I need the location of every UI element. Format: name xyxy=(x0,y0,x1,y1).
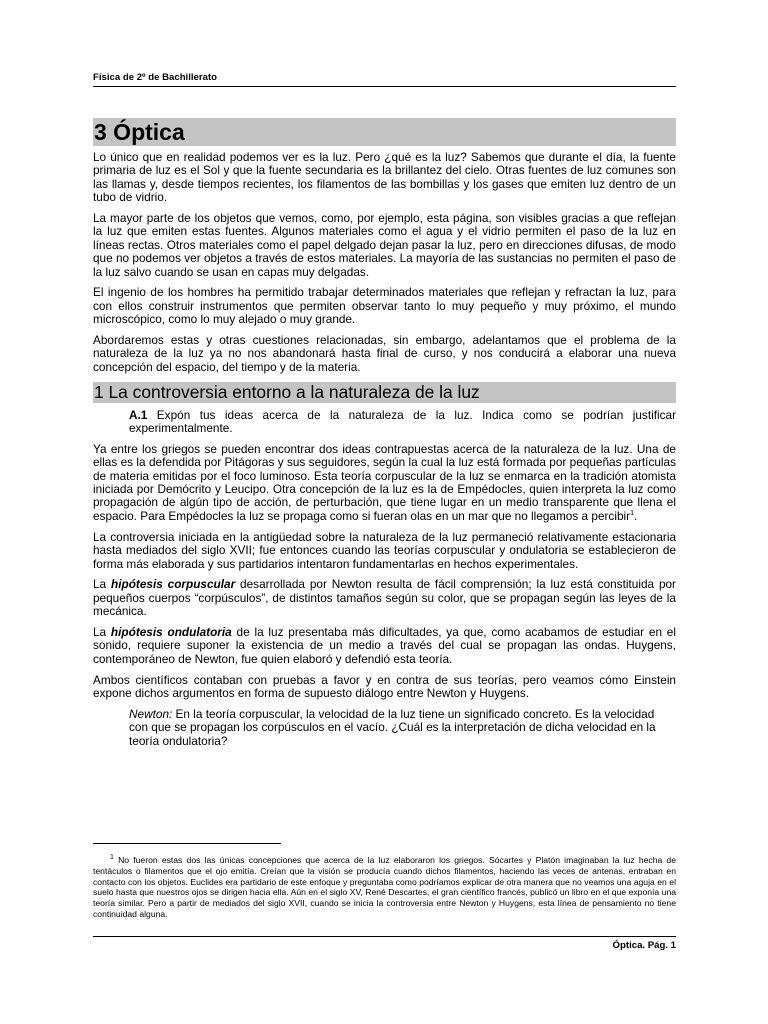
header-rule xyxy=(93,86,676,87)
main-content xyxy=(93,151,676,755)
activity-a1 xyxy=(129,409,676,436)
activity-label: A.1 xyxy=(129,407,148,422)
section-paragraph-4 xyxy=(93,626,676,666)
dialogue-quote xyxy=(129,708,676,748)
footnote-text: No fueron estas dos las únicas concepciones que acerca de la luz elaboraron los griegos. Sócartes y Platón imaginaban la luz hecha de tentáculos o filamentos que el ojo emitía. Creían que la visión se producía cuando dichos filamentos, haciendo las veces de antenas, entraban en contacto con los objetos. Euclides era partidario de este enfoque y preguntaba como podríamos explicar de otra manera que no veamos una aguja en el suelo hasta que nuestros ojos se dirigen hacia ella. Aún en el siglo XV, René Descartes, el gran científico francés, publicó un libro en el que exponía una teoría similar. Pero a partir de mediados del siglo XVII, cuando se inicia la controversia entre Newton y Huygens, esta línea de pensamiento no tiene continuidad alguna. xyxy=(93,855,676,919)
intro-paragraph-2: La mayor parte de los objetos que vemos, como, por ejemplo, esta página, son visibles gracias a que reflejan la luz que emiten estas fuentes. Algunos materiales como el agua y el vidrio permiten el paso de la luz en líneas rectas. Otros materiales como el papel delgado dejan pasar la luz, pero en direcciones difusas, de modo que no podemos ver objetos a través de estos materiales. La mayoría de las sustancias no permiten el paso de la luz salvo cuando se usan en capas muy delgadas. xyxy=(93,211,676,279)
paragraph-text: Ya entre los griegos se pueden encontrar dos ideas contrapuestas acerca de la naturaleza de la luz. Una de ellas es la defendida por Pitágoras y sus seguidores, según la cual la luz está formada por pequeñas partículas de materia emitidas por el foco luminoso. Esta teoría corpuscular de la luz se enmarca en la tradición atomista iniciada por Demócrito y Leucipo. Otra concepción de la luz es la de Empédocles, quien interpreta la luz como propagación de algún tipo de acción, de perturbación, que tiene lugar en un medio transparente que llena el espacio. Para Empédocles la luz se propaga como si fueran olas en un mar que no llegamos a percibir xyxy=(93,441,676,523)
document-page xyxy=(93,0,676,1024)
section-paragraph-2: La controversia iniciada en la antigüedad sobre la naturaleza de la luz permaneció relativamente estacionaria hasta mediados del siglo XVII; fue entonces cuando las teorías corpuscular y ondulatoria se establecieron de forma más elaborada y sus partidarios intentaron fundamentarlas en hechos experimentales. xyxy=(93,529,676,571)
intro-paragraph-3: El ingenio de los hombres ha permitido trabajar determinados materiales que reflejan y refractan la luz, para con ellos construir instrumentos que permiten observar tanto lo muy pequeño y muy próximo, el mundo microscópico, como lo muy alejado o muy grande. xyxy=(93,285,676,327)
section-paragraph-1 xyxy=(93,443,676,523)
paragraph-prefix: La xyxy=(93,624,111,639)
emphasis-ondulatoria: hipótesis ondulatoria xyxy=(110,624,232,639)
paragraph-end: . xyxy=(633,508,638,523)
running-header: Física de 2º de Bachillerato xyxy=(93,72,218,83)
activity-text: Expón tus ideas acerca de la naturaleza de la luz. Indica como se podrían justificar experimentalmente. xyxy=(129,407,676,436)
footnote-rule xyxy=(93,843,281,844)
section-heading: 1 La controversia entorno a la naturaleza de la luz xyxy=(93,382,676,403)
footer-rule xyxy=(93,936,676,937)
section-paragraph-3 xyxy=(93,578,676,618)
quote-speaker: Newton: xyxy=(129,706,173,721)
footnote-reference[interactable]: 1 xyxy=(630,509,634,517)
paragraph-text: desarrollada por Newton resulta de fácil comprensión; la luz está constituida por pequeños cuerpos “corpúsculos”, de distintos tamaños según su color, que se propagan según las leyes de la mecánica. xyxy=(93,577,676,619)
section-paragraph-5: Ambos científicos contaban con pruebas a favor y en contra de sus teorías, pero veamos cómo Einstein expone dichos argumentos en forma de supuesto diálogo entre Newton y Huygens. xyxy=(93,672,676,700)
page-footer: Óptica. Pág. 1 xyxy=(612,940,676,951)
paragraph-prefix: La xyxy=(93,577,111,592)
quote-text: En la teoría corpuscular, la velocidad de la luz tiene un significado concreto. Es la velocidad con que se propagan los corpúsculos en el vacío. ¿Cuál es la interpretación de dicha velocidad en la teoría ondulatoria? xyxy=(129,706,656,748)
footnote-number: 1 xyxy=(110,854,114,862)
chapter-title: 3 Óptica xyxy=(93,118,676,146)
paragraph-text: de la luz presentaba más dificultades, ya que, como acabamos de estudiar en el sonido, requiere suponer la existencia de un medio a través del cual se propagan las ondas. Huygens, contemporáneo de Newton, fue quien elaboró y defendió esta teoría. xyxy=(93,624,676,666)
footnote xyxy=(93,855,676,920)
intro-paragraph-1: Lo único que en realidad podemos ver es la luz. Pero ¿qué es la luz? Sabemos que durante el día, la fuente primaria de luz es el Sol y que la fuente secundaria es la brillantez del cielo. Otras fuentes de luz comunes son las llamas y, desde tiempos recientes, los filamentos de las bombillas y los gases que emiten luz dentro de un tubo de vidrio. xyxy=(93,150,676,205)
intro-paragraph-4: Abordaremos estas y otras cuestiones relacionadas, sin embargo, adelantamos que el problema de la naturaleza de la luz ya no nos abandonará hasta final de curso, y nos conducirá a elaborar una nueva concepción del espacio, del tiempo y de la materia. xyxy=(93,333,676,374)
emphasis-corpuscular: hipótesis corpuscular xyxy=(111,577,236,592)
